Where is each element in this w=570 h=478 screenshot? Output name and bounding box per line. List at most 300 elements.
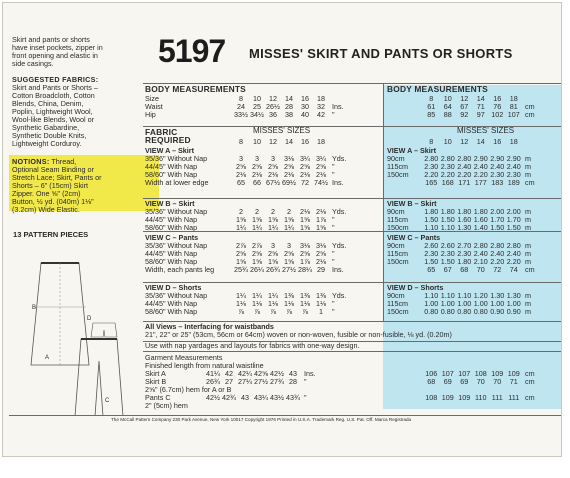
- cell-value: 69: [443, 377, 452, 386]
- pattern-number: 5197: [158, 33, 226, 69]
- cell-value: 1⅜: [300, 291, 310, 300]
- cell-value: 71: [509, 377, 518, 386]
- garment-heading: Garment Measurements: [145, 353, 223, 362]
- cell-value: 65: [427, 265, 436, 274]
- sizes-row: [145, 135, 329, 146]
- cell-value: 72: [301, 178, 309, 187]
- cell-value: 1⅝: [316, 223, 326, 232]
- cell-value: 2⅞: [236, 241, 246, 250]
- row-label: 150cm: [387, 223, 409, 232]
- spacer: [387, 138, 423, 146]
- cell-value: 0.80: [424, 307, 439, 316]
- cell-value: 25¾: [234, 265, 248, 274]
- fabric-line: Cotton Broadcloth, Cotton: [12, 91, 95, 100]
- row-label: 150cm: [387, 307, 409, 316]
- cell-value: 109: [441, 393, 454, 402]
- unit: cm: [525, 393, 535, 402]
- cell-value: 2.30: [440, 249, 455, 258]
- cell-value: 8: [429, 94, 434, 103]
- cell-value: 1⅜: [316, 291, 326, 300]
- cell-value: 1.50: [424, 257, 439, 266]
- view-heading: VIEW A – Skirt: [387, 146, 436, 155]
- cell-value: 2⅛: [300, 207, 310, 216]
- cell-value: 1⅜: [284, 291, 294, 300]
- view-heading: VIEW D – Shorts: [387, 283, 444, 292]
- cell-value: 2.20: [424, 170, 439, 179]
- cell-value: 29: [317, 265, 325, 274]
- cell-value: 2⅛: [252, 170, 262, 179]
- cell-value: 2⅝: [316, 162, 326, 171]
- cell-value: 2⅝: [236, 249, 246, 258]
- fabric-heading: REQUIRED: [145, 135, 191, 145]
- cell-value: 2.80: [424, 154, 439, 163]
- cell-value: 2⅛: [316, 257, 326, 266]
- cell-value: 1⅛: [316, 299, 326, 308]
- cell-value: 1⅞: [300, 257, 310, 266]
- row-label: 58/60" With Nap: [145, 170, 198, 179]
- cell-value: 2.90: [490, 154, 505, 163]
- notions-line: (3.2cm) Wide Elastic.: [12, 205, 80, 214]
- cell-value: 27¾: [270, 377, 284, 386]
- cell-value: 1.50: [424, 215, 439, 224]
- fabric-line: Lightweight Corduroy.: [12, 139, 82, 148]
- cell-value: 2: [287, 207, 291, 216]
- row-label: 115cm: [387, 249, 409, 258]
- cell-value: 25: [253, 102, 261, 111]
- row-label: [387, 95, 423, 103]
- unit: ": [332, 223, 335, 232]
- spacer: [145, 135, 233, 146]
- cell-value: 1.50: [490, 223, 505, 232]
- table-row: [145, 308, 356, 316]
- divider: [143, 198, 561, 199]
- fabric-line: Synthetic Double Knits,: [12, 131, 87, 140]
- cell-value: 1¼: [236, 291, 246, 300]
- cell-value: 108: [474, 369, 487, 378]
- cell-value: 30: [301, 102, 309, 111]
- cell-value: 65: [237, 178, 245, 187]
- figure-letter-b: B: [32, 305, 37, 311]
- pattern-figures: [11, 241, 136, 416]
- cell-value: 18: [509, 94, 518, 103]
- cell-value: 165: [425, 178, 438, 187]
- cell-value: 88: [443, 110, 452, 119]
- cell-value: 2.80: [473, 241, 488, 250]
- cell-value: 1.70: [506, 215, 521, 224]
- row-label: 115cm: [387, 162, 409, 171]
- cell-value: 2⅝: [252, 162, 262, 171]
- sizes-row: [387, 138, 522, 146]
- row-label: 115cm: [387, 299, 409, 308]
- garment-row-metric: [423, 394, 535, 402]
- cell-value: 2.00: [506, 207, 521, 216]
- garment-subheading: Finished length from natural waistline: [145, 361, 264, 370]
- footer-text: The McCall Pattern Company 230 Park Avenue, New York 10017 Copyright 1976 Printed in U.S.A. Trademark Reg. U.S. Pat. Off. Marca Registrada: [111, 417, 412, 422]
- cell-value: 2.20: [473, 170, 488, 179]
- size-value: 16: [493, 137, 502, 146]
- cell-value: 24: [237, 102, 245, 111]
- cell-value: 2⅝: [252, 249, 262, 258]
- cell-value: 26¼: [250, 265, 264, 274]
- cell-value: 111: [491, 393, 503, 402]
- unit: cm: [525, 178, 535, 187]
- unit: ": [332, 307, 335, 316]
- row-label: Width, each pants leg: [145, 265, 215, 274]
- cell-value: 67: [460, 102, 469, 111]
- cell-value: 2⅝: [268, 249, 278, 258]
- unit: ": [332, 249, 335, 258]
- cell-value: 2.30: [440, 162, 455, 171]
- cell-value: 102: [491, 110, 504, 119]
- all-views-detail: 21", 22" or 25" (53cm, 56cm or 64cm) woven or non-woven, fusible or non-fusible, ⅛ yd. (0.20m): [145, 330, 452, 339]
- cell-value: 2.90: [473, 154, 488, 163]
- cell-value: 1¼: [268, 223, 278, 232]
- cell-value: 14: [285, 94, 293, 103]
- row-label: Width at lower edge: [145, 178, 209, 187]
- cell-value: 1⅝: [284, 215, 294, 224]
- cell-value: 2⅛: [236, 170, 246, 179]
- cell-value: 2.30: [424, 162, 439, 171]
- unit: cm: [525, 377, 535, 386]
- cell-value: 109: [507, 369, 520, 378]
- row-label: 90cm: [387, 241, 405, 250]
- row-label: 58/60" With Nap: [145, 257, 198, 266]
- row-label: 90cm: [387, 207, 405, 216]
- cell-value: 70: [493, 377, 502, 386]
- row-label: 35/36" Without Nap: [145, 291, 208, 300]
- cell-value: 12: [269, 94, 277, 103]
- size-value: 14: [476, 137, 485, 146]
- cell-value: 1⅝: [268, 215, 278, 224]
- cell-value: 1⅛: [252, 299, 262, 308]
- cell-value: 1.30: [457, 223, 472, 232]
- cell-value: 2.70: [457, 241, 472, 250]
- pattern-envelope-back: [2, 2, 562, 457]
- unit: m: [525, 223, 531, 232]
- cell-value: 168: [441, 178, 454, 187]
- cell-value: 18: [317, 94, 325, 103]
- unit: Yds.: [332, 291, 347, 300]
- table-row: [145, 179, 356, 187]
- cell-value: 2.00: [490, 207, 505, 216]
- unit: m: [525, 241, 531, 250]
- table-row: [145, 224, 356, 232]
- fabric-line: Poplin, Lightweight Wool,: [12, 107, 93, 116]
- cell-value: 2.20: [506, 257, 521, 266]
- unit: Yds.: [332, 154, 347, 163]
- cell-value: 2: [239, 207, 243, 216]
- unit: m: [525, 307, 531, 316]
- cell-value: 66: [253, 178, 261, 187]
- cell-value: 69½: [282, 178, 296, 187]
- row-label: 90cm: [387, 291, 405, 300]
- cell-value: 1.80: [457, 207, 472, 216]
- cell-value: 2⅛: [300, 170, 310, 179]
- row-label: 35/36" Without Nap: [145, 207, 208, 216]
- cell-value: 41¼: [206, 369, 220, 378]
- cell-value: 42⅝: [254, 369, 268, 378]
- cell-value: 26¾: [206, 377, 220, 386]
- cell-value: 2.40: [490, 249, 505, 258]
- divider: [143, 351, 561, 352]
- cell-value: 2.60: [440, 241, 455, 250]
- cell-value: 1.10: [424, 223, 439, 232]
- unit: Yds.: [332, 207, 347, 216]
- cell-value: 177: [474, 178, 487, 187]
- cell-value: 71: [476, 102, 485, 111]
- garment-row: [145, 370, 324, 378]
- cell-value: 0.80: [440, 307, 455, 316]
- cell-value: 2.40: [473, 162, 488, 171]
- cell-value: 3: [239, 154, 243, 163]
- row-label: 44/45" With Nap: [145, 162, 198, 171]
- cell-value: 1.60: [457, 215, 472, 224]
- cell-value: 1⅛: [268, 299, 278, 308]
- table-row: [387, 179, 539, 187]
- table-row: [387, 111, 539, 119]
- view-heading: VIEW A – Skirt: [145, 146, 194, 155]
- body-heading: BODY MEASUREMENTS: [387, 84, 488, 94]
- cell-value: 3⅛: [300, 241, 310, 250]
- cell-value: 183: [491, 178, 504, 187]
- cell-value: 0.80: [457, 307, 472, 316]
- cell-value: 0.90: [490, 307, 505, 316]
- cell-value: 40: [301, 110, 309, 119]
- cell-value: 1.30: [490, 291, 505, 300]
- cell-value: 1¼: [284, 223, 294, 232]
- size-value: 12: [269, 137, 277, 146]
- cell-value: 3⅛: [284, 154, 294, 163]
- cell-value: 14: [476, 94, 485, 103]
- unit: Ins.: [304, 369, 316, 378]
- cell-value: 2.30: [457, 249, 472, 258]
- cell-value: 36: [269, 110, 277, 119]
- description-line: side casings.: [12, 59, 54, 68]
- cell-value: 1.00: [490, 299, 505, 308]
- cell-value: 26½: [266, 102, 280, 111]
- cell-value: 68: [427, 377, 436, 386]
- cell-value: 69: [460, 377, 469, 386]
- cell-value: 42: [225, 369, 233, 378]
- unit: m: [525, 291, 531, 300]
- table-row: [387, 224, 539, 232]
- row-label: 58/60" With Nap: [145, 223, 198, 232]
- garment-row-metric: [423, 378, 535, 386]
- cell-value: 1.70: [490, 215, 505, 224]
- cell-value: 3⅛: [316, 241, 326, 250]
- cell-value: 1⅝: [236, 257, 246, 266]
- table-row: [387, 308, 539, 316]
- cell-value: 85: [427, 110, 436, 119]
- cell-value: 1.50: [440, 215, 455, 224]
- cell-value: 1.20: [473, 291, 488, 300]
- cell-value: 0.90: [506, 307, 521, 316]
- cell-value: 189: [507, 178, 520, 187]
- cell-value: 1: [319, 307, 323, 316]
- cell-value: 2.80: [457, 154, 472, 163]
- cell-value: 2.40: [457, 162, 472, 171]
- cell-value: 2.60: [424, 241, 439, 250]
- cell-value: 1⅛: [284, 299, 294, 308]
- cell-value: 34½: [250, 110, 264, 119]
- column-divider: [383, 83, 384, 321]
- cell-value: 1.30: [506, 291, 521, 300]
- notions-line: Shorts – 6" (15cm) Skirt: [12, 181, 89, 190]
- cell-value: 107: [507, 110, 520, 119]
- cell-value: 64: [443, 102, 452, 111]
- cell-value: 28¼: [298, 265, 312, 274]
- cell-value: 1⅝: [300, 223, 310, 232]
- unit: m: [525, 207, 531, 216]
- size-value: 18: [509, 137, 518, 146]
- row-label: [387, 103, 423, 111]
- row-label: [387, 266, 423, 274]
- cell-value: 70: [476, 265, 485, 274]
- unit: m: [525, 215, 531, 224]
- cell-value: 2⅝: [236, 162, 246, 171]
- cell-value: 1.00: [440, 299, 455, 308]
- cell-value: 171: [458, 178, 471, 187]
- cell-value: ⅞: [270, 307, 276, 316]
- cell-value: 3: [271, 154, 275, 163]
- unit: m: [525, 257, 531, 266]
- cell-value: 2.20: [457, 170, 472, 179]
- cell-value: 27½: [282, 265, 296, 274]
- view-heading: VIEW B – Skirt: [387, 199, 437, 208]
- cell-value: 1⅝: [300, 215, 310, 224]
- cell-value: 70: [476, 377, 485, 386]
- fabric-line: Blends, China, Denim,: [12, 99, 84, 108]
- cell-value: 2⅝: [300, 162, 310, 171]
- notions-line: Stretch Lace; Skirt, Pants or: [12, 173, 102, 182]
- cell-value: 2⅞: [252, 241, 262, 250]
- unit: ": [332, 299, 335, 308]
- row-label: 35/36" Without Nap: [145, 241, 208, 250]
- pattern-title: MISSES' SKIRT AND PANTS OR SHORTS: [249, 46, 513, 61]
- row-label: Size: [145, 94, 159, 103]
- cell-value: 1⅝: [252, 215, 262, 224]
- cell-value: 1¼: [236, 223, 246, 232]
- cell-value: ⅞: [302, 307, 308, 316]
- row-label: Skirt A: [145, 369, 166, 378]
- row-label: [387, 179, 423, 187]
- unit: cm: [525, 110, 535, 119]
- cell-value: 27½: [254, 377, 268, 386]
- footer-divider: [9, 415, 561, 416]
- cell-value: ⅞: [286, 307, 292, 316]
- cell-value: 2⅝: [300, 249, 310, 258]
- cell-value: 27¼: [238, 377, 252, 386]
- cell-value: 1⅝: [284, 257, 294, 266]
- cell-value: 1.80: [440, 207, 455, 216]
- pants-c-figure: [75, 339, 123, 416]
- cell-value: 2.30: [506, 170, 521, 179]
- size-value: 16: [301, 137, 309, 146]
- unit: ": [332, 170, 335, 179]
- nap-note: Use with nap yardages and layouts for fabrics with one-way design.: [145, 341, 360, 350]
- cell-value: 16: [493, 94, 502, 103]
- unit: m: [525, 162, 531, 171]
- figure-letter-a: A: [45, 355, 50, 361]
- cell-value: 2.90: [506, 154, 521, 163]
- cell-value: 43½: [270, 393, 284, 402]
- cell-value: 2.40: [490, 162, 505, 171]
- garment-row: [145, 402, 365, 410]
- unit: m: [525, 154, 531, 163]
- row-label: 35/36" Without Nap: [145, 154, 208, 163]
- cell-value: 2.80: [506, 241, 521, 250]
- cell-value: 1.40: [473, 223, 488, 232]
- cell-value: 81: [509, 102, 518, 111]
- cell-value: 2.20: [440, 170, 455, 179]
- cell-value: 1.50: [506, 223, 521, 232]
- cell-value: 108: [425, 393, 438, 402]
- cell-value: 1⅛: [300, 299, 310, 308]
- view-heading: VIEW C – Pants: [387, 233, 441, 242]
- cell-value: ⅞: [254, 307, 260, 316]
- view-heading: VIEW B – Skirt: [145, 199, 195, 208]
- cell-value: 2⅛: [268, 170, 278, 179]
- cell-value: 1⅝: [268, 257, 278, 266]
- size-value: 8: [239, 137, 243, 146]
- fabric-line: Wool-like Blends, Wool or: [12, 115, 95, 124]
- pattern-pieces-label: 13 PATTERN PIECES: [13, 230, 89, 239]
- cell-value: 1.00: [424, 299, 439, 308]
- size-value: 10: [443, 137, 452, 146]
- table-row: [387, 266, 539, 274]
- row-label: Waist: [145, 102, 163, 111]
- cell-value: 2.80: [440, 154, 455, 163]
- cell-value: 2.10: [473, 257, 488, 266]
- cell-value: 33½: [234, 110, 248, 119]
- row-label: Pants C: [145, 393, 171, 402]
- row-label: [387, 111, 423, 119]
- unit: m: [525, 299, 531, 308]
- cell-value: 111: [508, 393, 520, 402]
- row-label: 90cm: [387, 154, 405, 163]
- cell-value: 27: [225, 377, 233, 386]
- cell-value: 74: [509, 265, 518, 274]
- cell-value: 10: [253, 94, 261, 103]
- cell-value: 42½: [270, 369, 284, 378]
- row-label: 150cm: [387, 257, 409, 266]
- unit: ": [332, 257, 335, 266]
- cell-value: 3: [271, 241, 275, 250]
- cell-value: 2⅝: [284, 249, 294, 258]
- table-row: [145, 111, 356, 119]
- view-heading: VIEW C – Pants: [145, 233, 199, 242]
- cell-value: 1¼: [252, 291, 262, 300]
- row-label: 58/60" With Nap: [145, 307, 198, 316]
- unit: Ins.: [332, 102, 344, 111]
- cell-value: 109: [491, 369, 504, 378]
- cell-value: 1.10: [440, 223, 455, 232]
- cell-value: 67: [443, 265, 452, 274]
- cell-value: 1⅛: [236, 299, 246, 308]
- cell-value: 3: [287, 241, 291, 250]
- cell-value: 2.40: [506, 162, 521, 171]
- unit: cm: [525, 265, 535, 274]
- unit: cm: [525, 369, 535, 378]
- cell-value: 1.50: [440, 257, 455, 266]
- fabric-line: Synthetic Gabardine,: [12, 123, 80, 132]
- cell-value: 1⅝: [236, 215, 246, 224]
- cell-value: 28: [285, 102, 293, 111]
- cell-value: ⅞: [238, 307, 244, 316]
- cell-value: 61: [427, 102, 436, 111]
- cell-value: 0.80: [473, 307, 488, 316]
- cell-value: 107: [441, 369, 454, 378]
